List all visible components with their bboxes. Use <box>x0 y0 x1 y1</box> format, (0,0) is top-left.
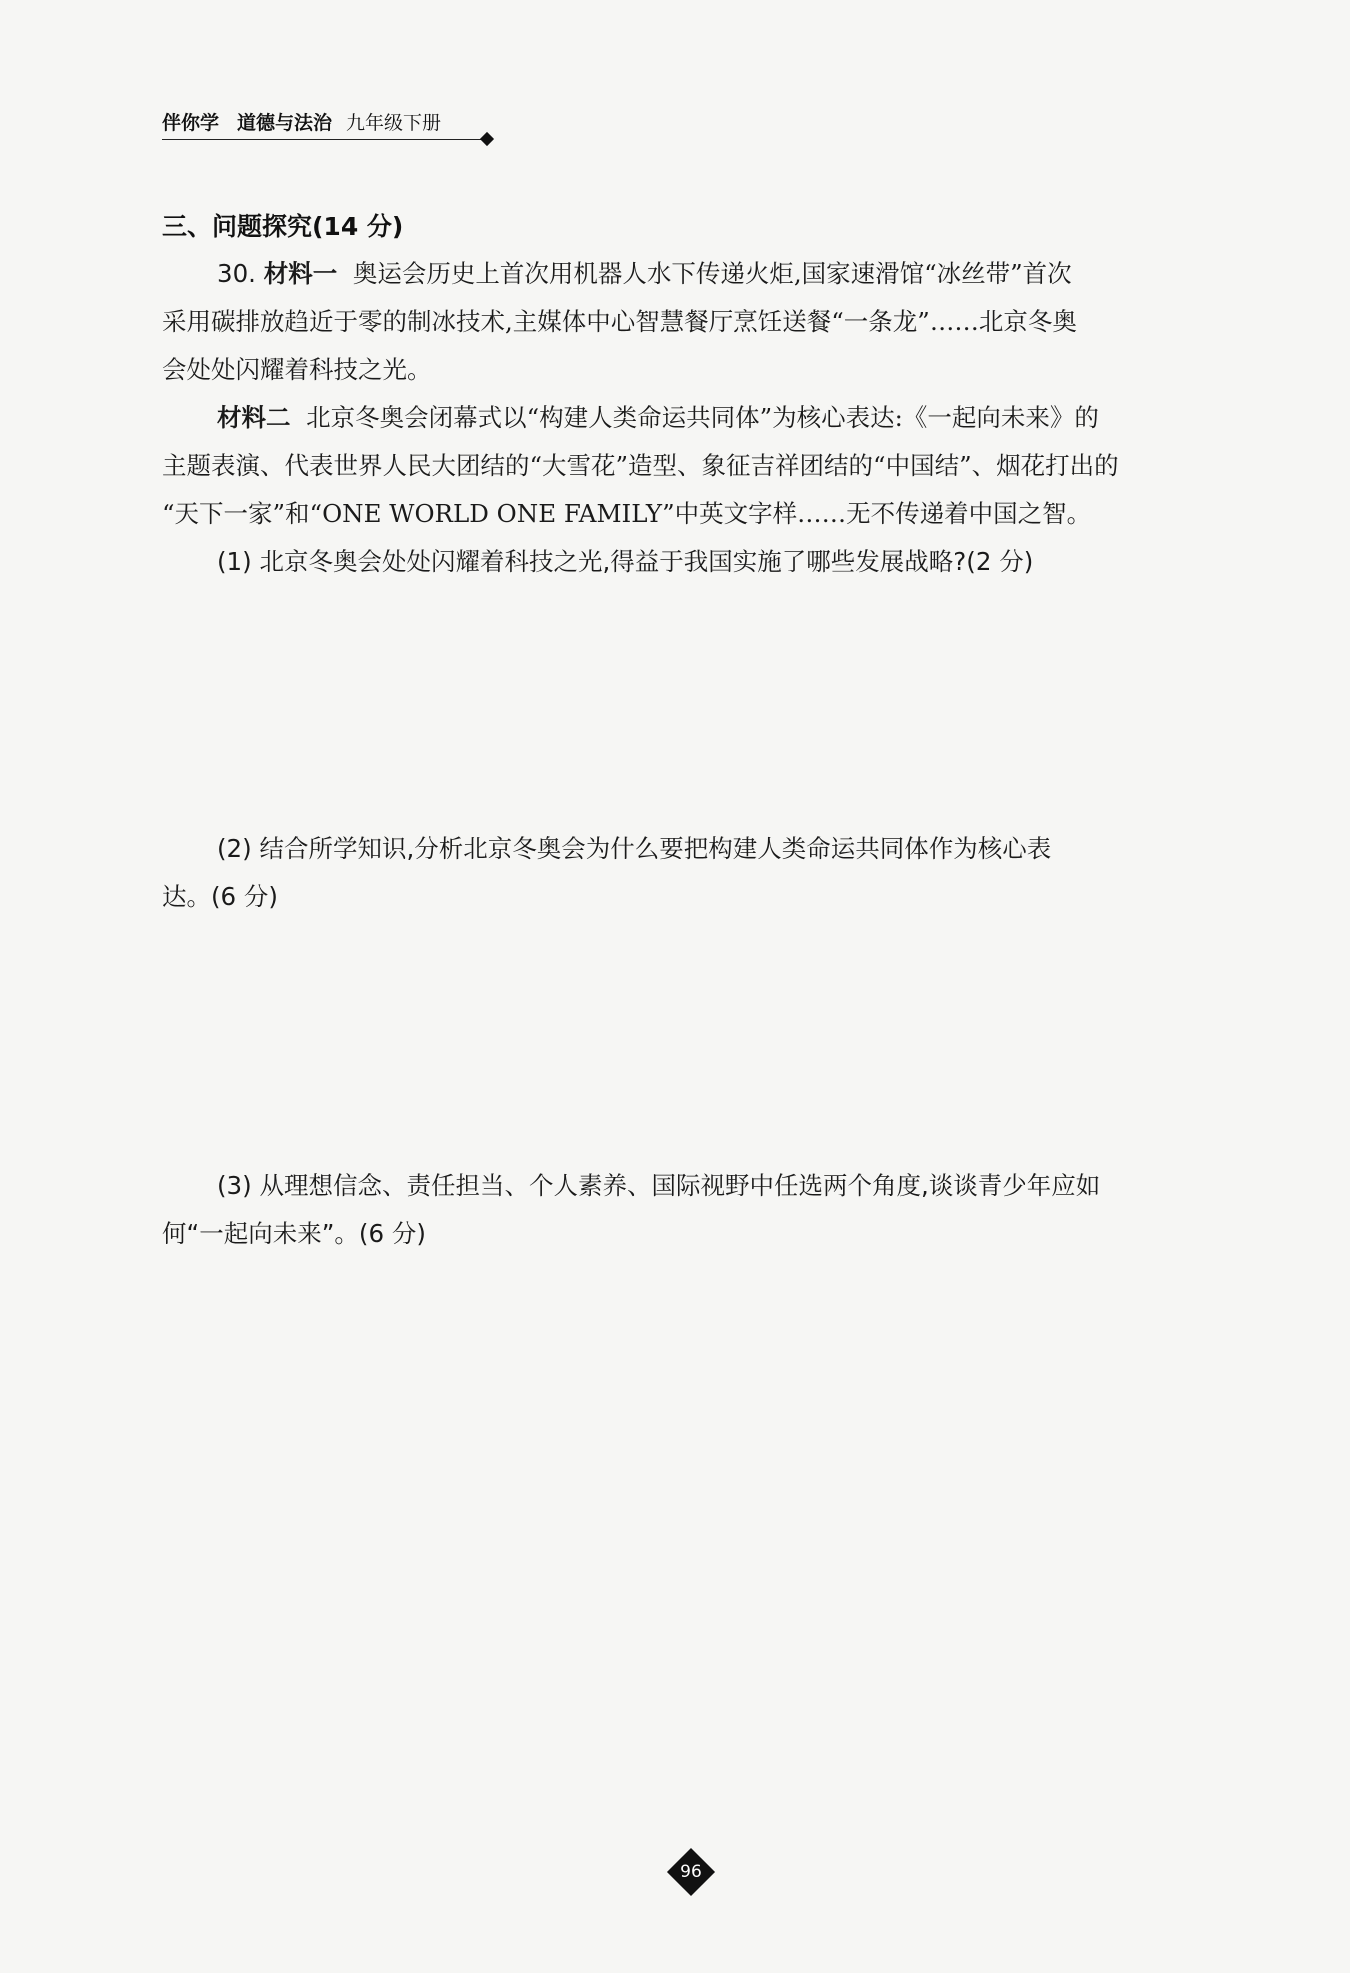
header-rule <box>162 139 484 140</box>
material2-text-1: 北京冬奥会闭幕式以“构建人类命运共同体”为核心表达:《一起向未来》的 <box>306 403 1099 432</box>
sub-question-1: (1) 北京冬奥会处处闪耀着科技之光,得益于我国实施了哪些发展战略?(2 分) <box>217 547 1034 576</box>
header-brand: 伴你学 <box>162 112 220 134</box>
header-text <box>162 110 441 136</box>
sub-question-2-line-2: 达。(6 分) <box>162 882 278 911</box>
question-number: 30. <box>217 259 256 288</box>
material2-line-1 <box>217 402 1099 434</box>
section-title: 三、问题探究(14 分) <box>162 212 404 241</box>
material2-line-2: 主题表演、代表世界人民大团结的“大雪花”造型、象征吉祥团结的“中国结”、烟花打出的 <box>162 451 1119 480</box>
sub-question-3-line-2: 何“一起向未来”。(6 分) <box>162 1219 426 1248</box>
sub-question-2-line-1: (2) 结合所学知识,分析北京冬奥会为什么要把构建人类命运共同体作为核心表 <box>217 834 1052 863</box>
material2-label: 材料二 <box>217 403 291 432</box>
material1-line-1 <box>217 258 1072 290</box>
running-header <box>162 110 494 142</box>
material2-line-3: “天下一家”和“ONE WORLD ONE FAMILY”中英文字样……无不传递着中国之智。 <box>162 499 1092 528</box>
material1-label: 材料一 <box>263 259 338 288</box>
header-grade: 九年级下册 <box>346 112 442 134</box>
sub-question-3-line-1: (3) 从理想信念、责任担当、个人素养、国际视野中任选两个角度,谈谈青少年应如 <box>217 1171 1101 1200</box>
material1-line-2: 采用碳排放趋近于零的制冰技术,主媒体中心智慧餐厅烹饪送餐“一条龙”……北京冬奥 <box>162 307 1077 336</box>
material1-line-3: 会处处闪耀着科技之光。 <box>162 355 432 384</box>
header-diamond-icon <box>480 132 494 146</box>
header-subject: 道德与法治 <box>237 112 333 134</box>
page-number: 96 <box>680 1862 702 1882</box>
material1-text-1: 奥运会历史上首次用机器人水下传递火炬,国家速滑馆“冰丝带”首次 <box>352 259 1072 288</box>
